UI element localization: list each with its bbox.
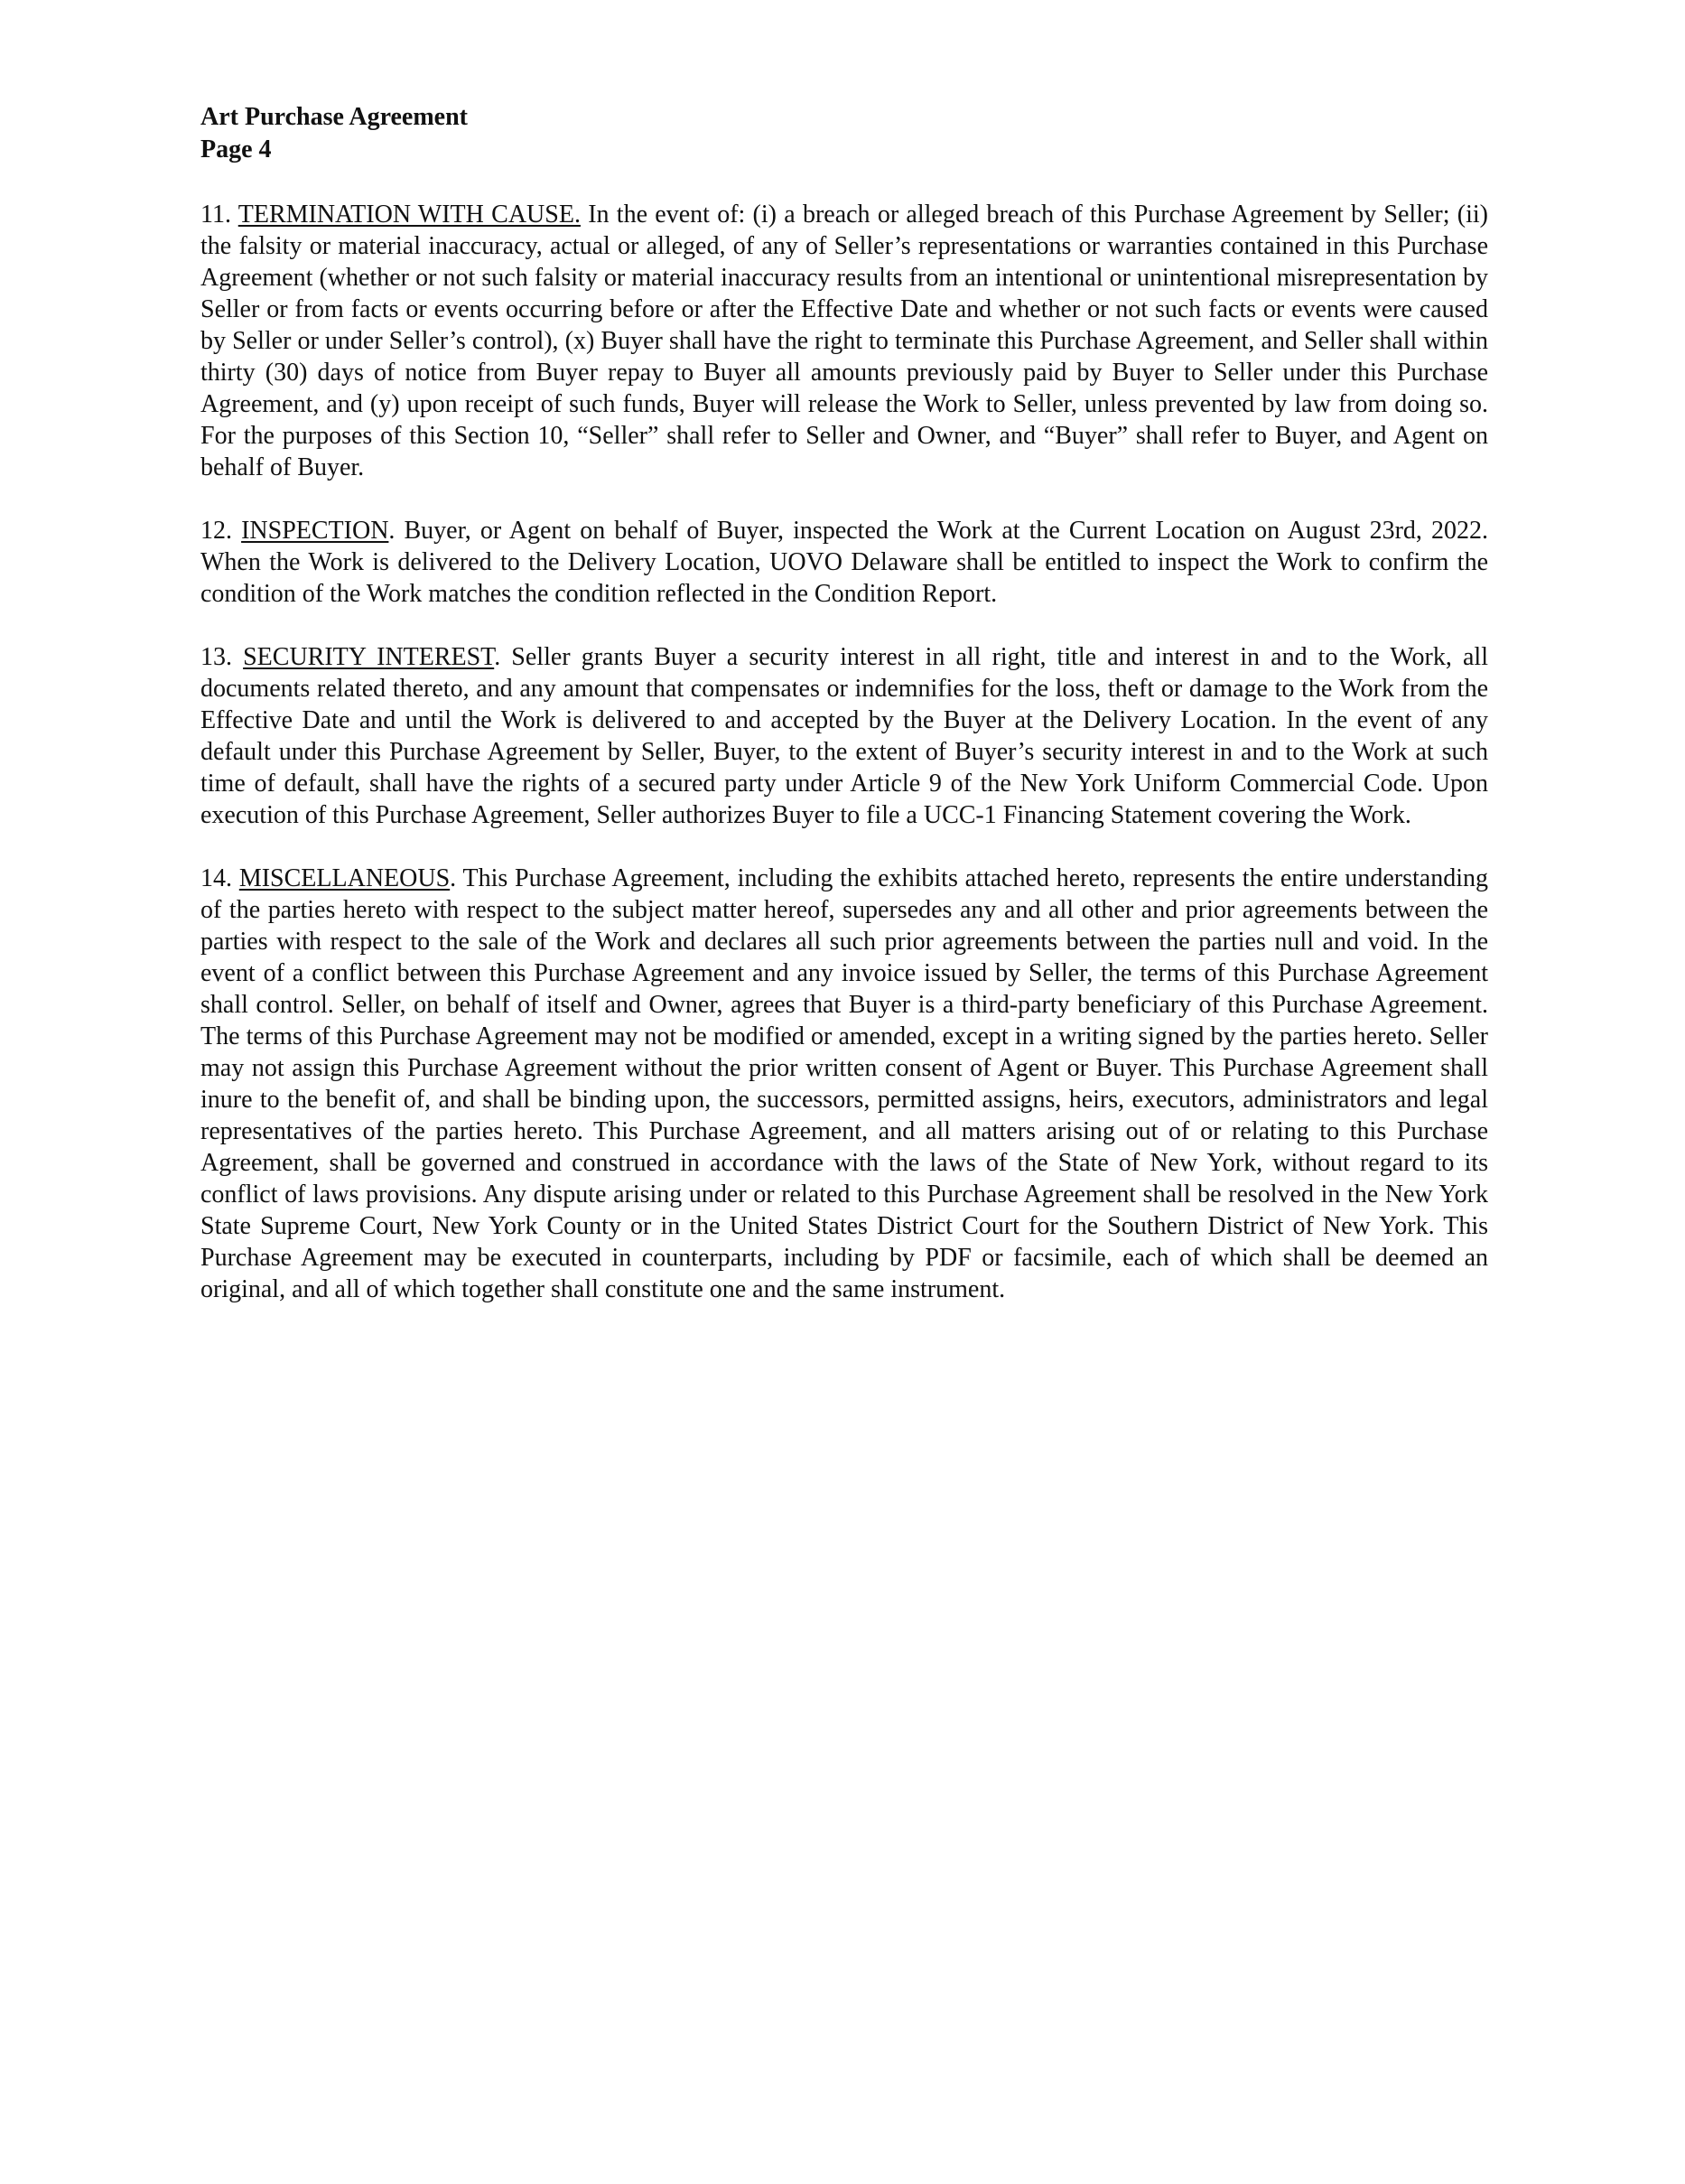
- document-header: [200, 101, 1488, 166]
- page-content: [200, 101, 1488, 1305]
- section-heading: SECURITY INTEREST: [243, 643, 495, 671]
- section-body: In the event of: (i) a breach or alleged breach of this Purchase Agreement by Seller; (ii) the falsity or material inaccuracy, actual or alleged, of any of Seller’s representations or warranties contained in this Purchase Agreement (whether or not such falsity or material inaccuracy results from an intentional or unintentional misrepresentation by Seller or from facts or events occurring before or after the Effective Date and whether or not such facts or events were caused by Seller or under Seller’s control), (x) Buyer shall have the right to terminate this Purchase Agreement, and Seller shall within thirty (30) days of notice from Buyer repay to Buyer all amounts previously paid by Buyer to Seller under this Purchase Agreement, and (y) upon receipt of such funds, Buyer will release the Work to Seller, unless prevented by law from doing so. For the purposes of this Section 10, “Seller” shall refer to Seller and Owner, and “Buyer” shall refer to Buyer, and Agent on behalf of Buyer.: [200, 201, 1488, 481]
- section-body: . Seller grants Buyer a security interest in all right, title and interest in and to the Work, all documents related thereto, and any amount that compensates or indemnifies for the loss, theft or damage to the Work from the Effective Date and until the Work is delivered to and accepted by the Buyer at the Delivery Location. In the event of any default under this Purchase Agreement by Seller, Buyer, to the extent of Buyer’s security interest in and to the Work at such time of default, shall have the rights of a secured party under Article 9 of the New York Uniform Commercial Code. Upon execution of this Purchase Agreement, Seller authorizes Buyer to file a UCC-1 Financing Statement covering the Work.: [200, 643, 1488, 829]
- section-number: 14.: [200, 864, 239, 892]
- section-number: 13.: [200, 643, 244, 671]
- section-13-security-interest: [200, 641, 1488, 831]
- section-heading: INSPECTION: [241, 517, 389, 545]
- section-number: 12.: [200, 517, 242, 545]
- section-14-miscellaneous: [200, 863, 1488, 1305]
- section-11-termination-with-cause: [200, 199, 1488, 483]
- section-heading: TERMINATION WITH CAUSE.: [237, 201, 581, 229]
- section-number: 11.: [200, 201, 238, 229]
- section-body: . Buyer, or Agent on behalf of Buyer, inspected the Work at the Current Location on August 23rd, 2022. When the Work is delivered to the Delivery Location, UOVO Delaware shall be entitled to inspect the Work to confirm the condition of the Work matches the condition reflected in the Condition Report.: [200, 517, 1488, 608]
- section-heading: MISCELLANEOUS: [238, 864, 451, 892]
- section-12-inspection: [200, 515, 1488, 610]
- document-title: Art Purchase Agreement: [200, 103, 468, 131]
- page-number: Page 4: [200, 135, 272, 163]
- section-body: . This Purchase Agreement, including the exhibits attached hereto, represents the entire understanding of the parties hereto with respect to the subject matter hereof, supersedes any and all other and prior agreements between the parties with respect to the sale of the Work and declares all such prior agreements between the parties null and void. In the event of a conflict between this Purchase Agreement and any invoice issued by Seller, the terms of this Purchase Agreement shall control. Seller, on behalf of itself and Owner, agrees that Buyer is a third-party beneficiary of this Purchase Agreement. The terms of this Purchase Agreement may not be modified or amended, except in a writing signed by the parties hereto. Seller may not assign this Purchase Agreement without the prior written consent of Agent or Buyer. This Purchase Agreement shall inure to the benefit of, and shall be binding upon, the successors, permitted assigns, heirs, executors, administrators and legal representatives of the parties hereto. This Purchase Agreement, and all matters arising out of or relating to this Purchase Agreement, shall be governed and construed in accordance with the laws of the State of New York, without regard to its conflict of laws provisions. Any dispute arising under or related to this Purchase Agreement shall be resolved in the New York State Supreme Court, New York County or in the United States District Court for the Southern District of New York. This Purchase Agreement may be executed in counterparts, including by PDF or facsimile, each of which shall be deemed an original, and all of which together shall constitute one and the same instrument.: [200, 864, 1489, 1303]
